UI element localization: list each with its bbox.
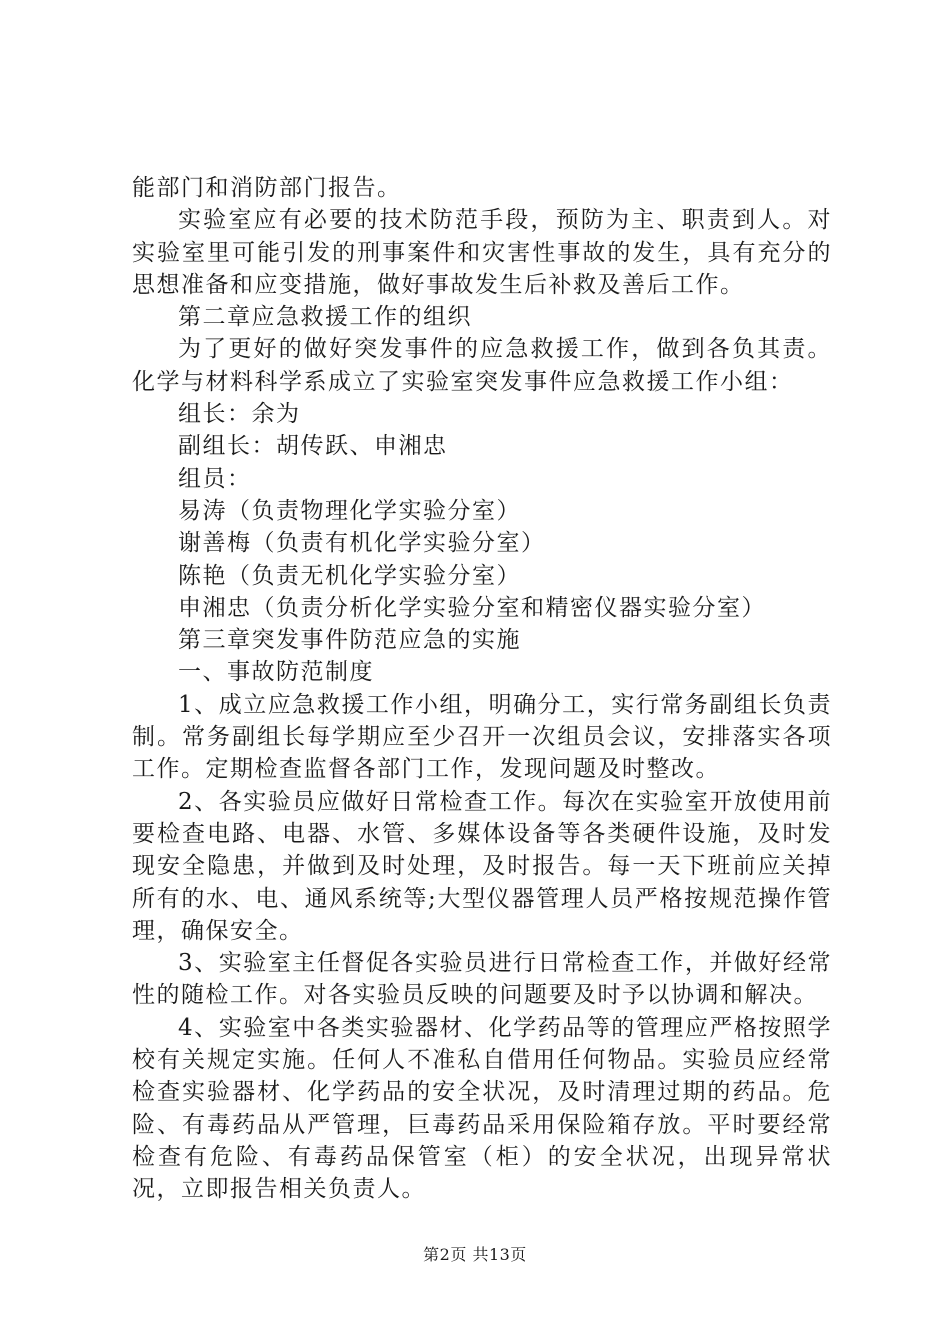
numbered-paragraph: 2、各实验员应做好日常检查工作。每次在实验室开放使用前要检查电路、电器、水管、多媒体设备等各类硬件设施，及时发现安全隐患，并做到及时处理，及时报告。每一天下班前应关掉所有的水、电、通风系统等;大型仪器管理人员严格按规范操作管理，确保安全。 [132,788,832,944]
numbered-paragraph: 1、成立应急救援工作小组，明确分工，实行常务副组长负责制。常务副组长每学期应至少召开一次组员会议，安排落实各项工作。定期检查监督各部门工作，发现问题及时整改。 [132,691,832,783]
team-members-label: 组员： [178,465,252,492]
team-member-line: 申湘忠（负责分析化学实验分室和精密仪器实验分室） [178,594,766,621]
numbered-paragraph: 4、实验室中各类实验器材、化学药品等的管理应严格按照学校有关规定实施。任何人不准私自借用任何物品。实验员应经常检查实验器材、化学药品的安全状况，及时清理过期的药品。危险、有毒药品从严管理，巨毒药品采用保险箱存放。平时要经常检查有危险、有毒药品保管室（柜）的安全状况，出现异常状况，立即报告相关负责人。 [132,1014,832,1203]
paragraph: 能部门和消防部门报告。 [132,175,402,201]
chapter-heading: 第二章应急救援工作的组织 [178,304,472,331]
paragraph: 实验室应有必要的技术防范手段，预防为主、职责到人。对实验室里可能引发的刑事案件和灾害性事故的发生，具有充分的思想准备和应变措施，做好事故发生后补救及善后工作。 [132,207,832,298]
page-number-footer: 第2页 共13页 [423,1245,527,1264]
chapter-heading: 第三章突发事件防范应急的实施 [178,627,521,654]
numbered-paragraph: 3、实验室主任督促各实验员进行日常检查工作，并做好经常性的随检工作。对各实验员反映的问题要及时予以协调和解决。 [132,950,832,1009]
team-member-line: 易涛（负责物理化学实验分室） [178,497,521,524]
team-member-line: 陈艳（负责无机化学实验分室） [178,562,521,589]
team-deputy-line: 副组长：胡传跃、申湘忠 [178,433,448,460]
team-leader-line: 组长：余为 [178,401,301,428]
document-body [132,172,832,1206]
team-member-line: 谢善梅（负责有机化学实验分室） [178,530,546,557]
paragraph: 为了更好的做好突发事件的应急救援工作，做到各负其责。化学与材料科学系成立了实验室突发事件应急救援工作小组： [132,336,832,395]
section-heading: 一、事故防范制度 [178,659,374,686]
